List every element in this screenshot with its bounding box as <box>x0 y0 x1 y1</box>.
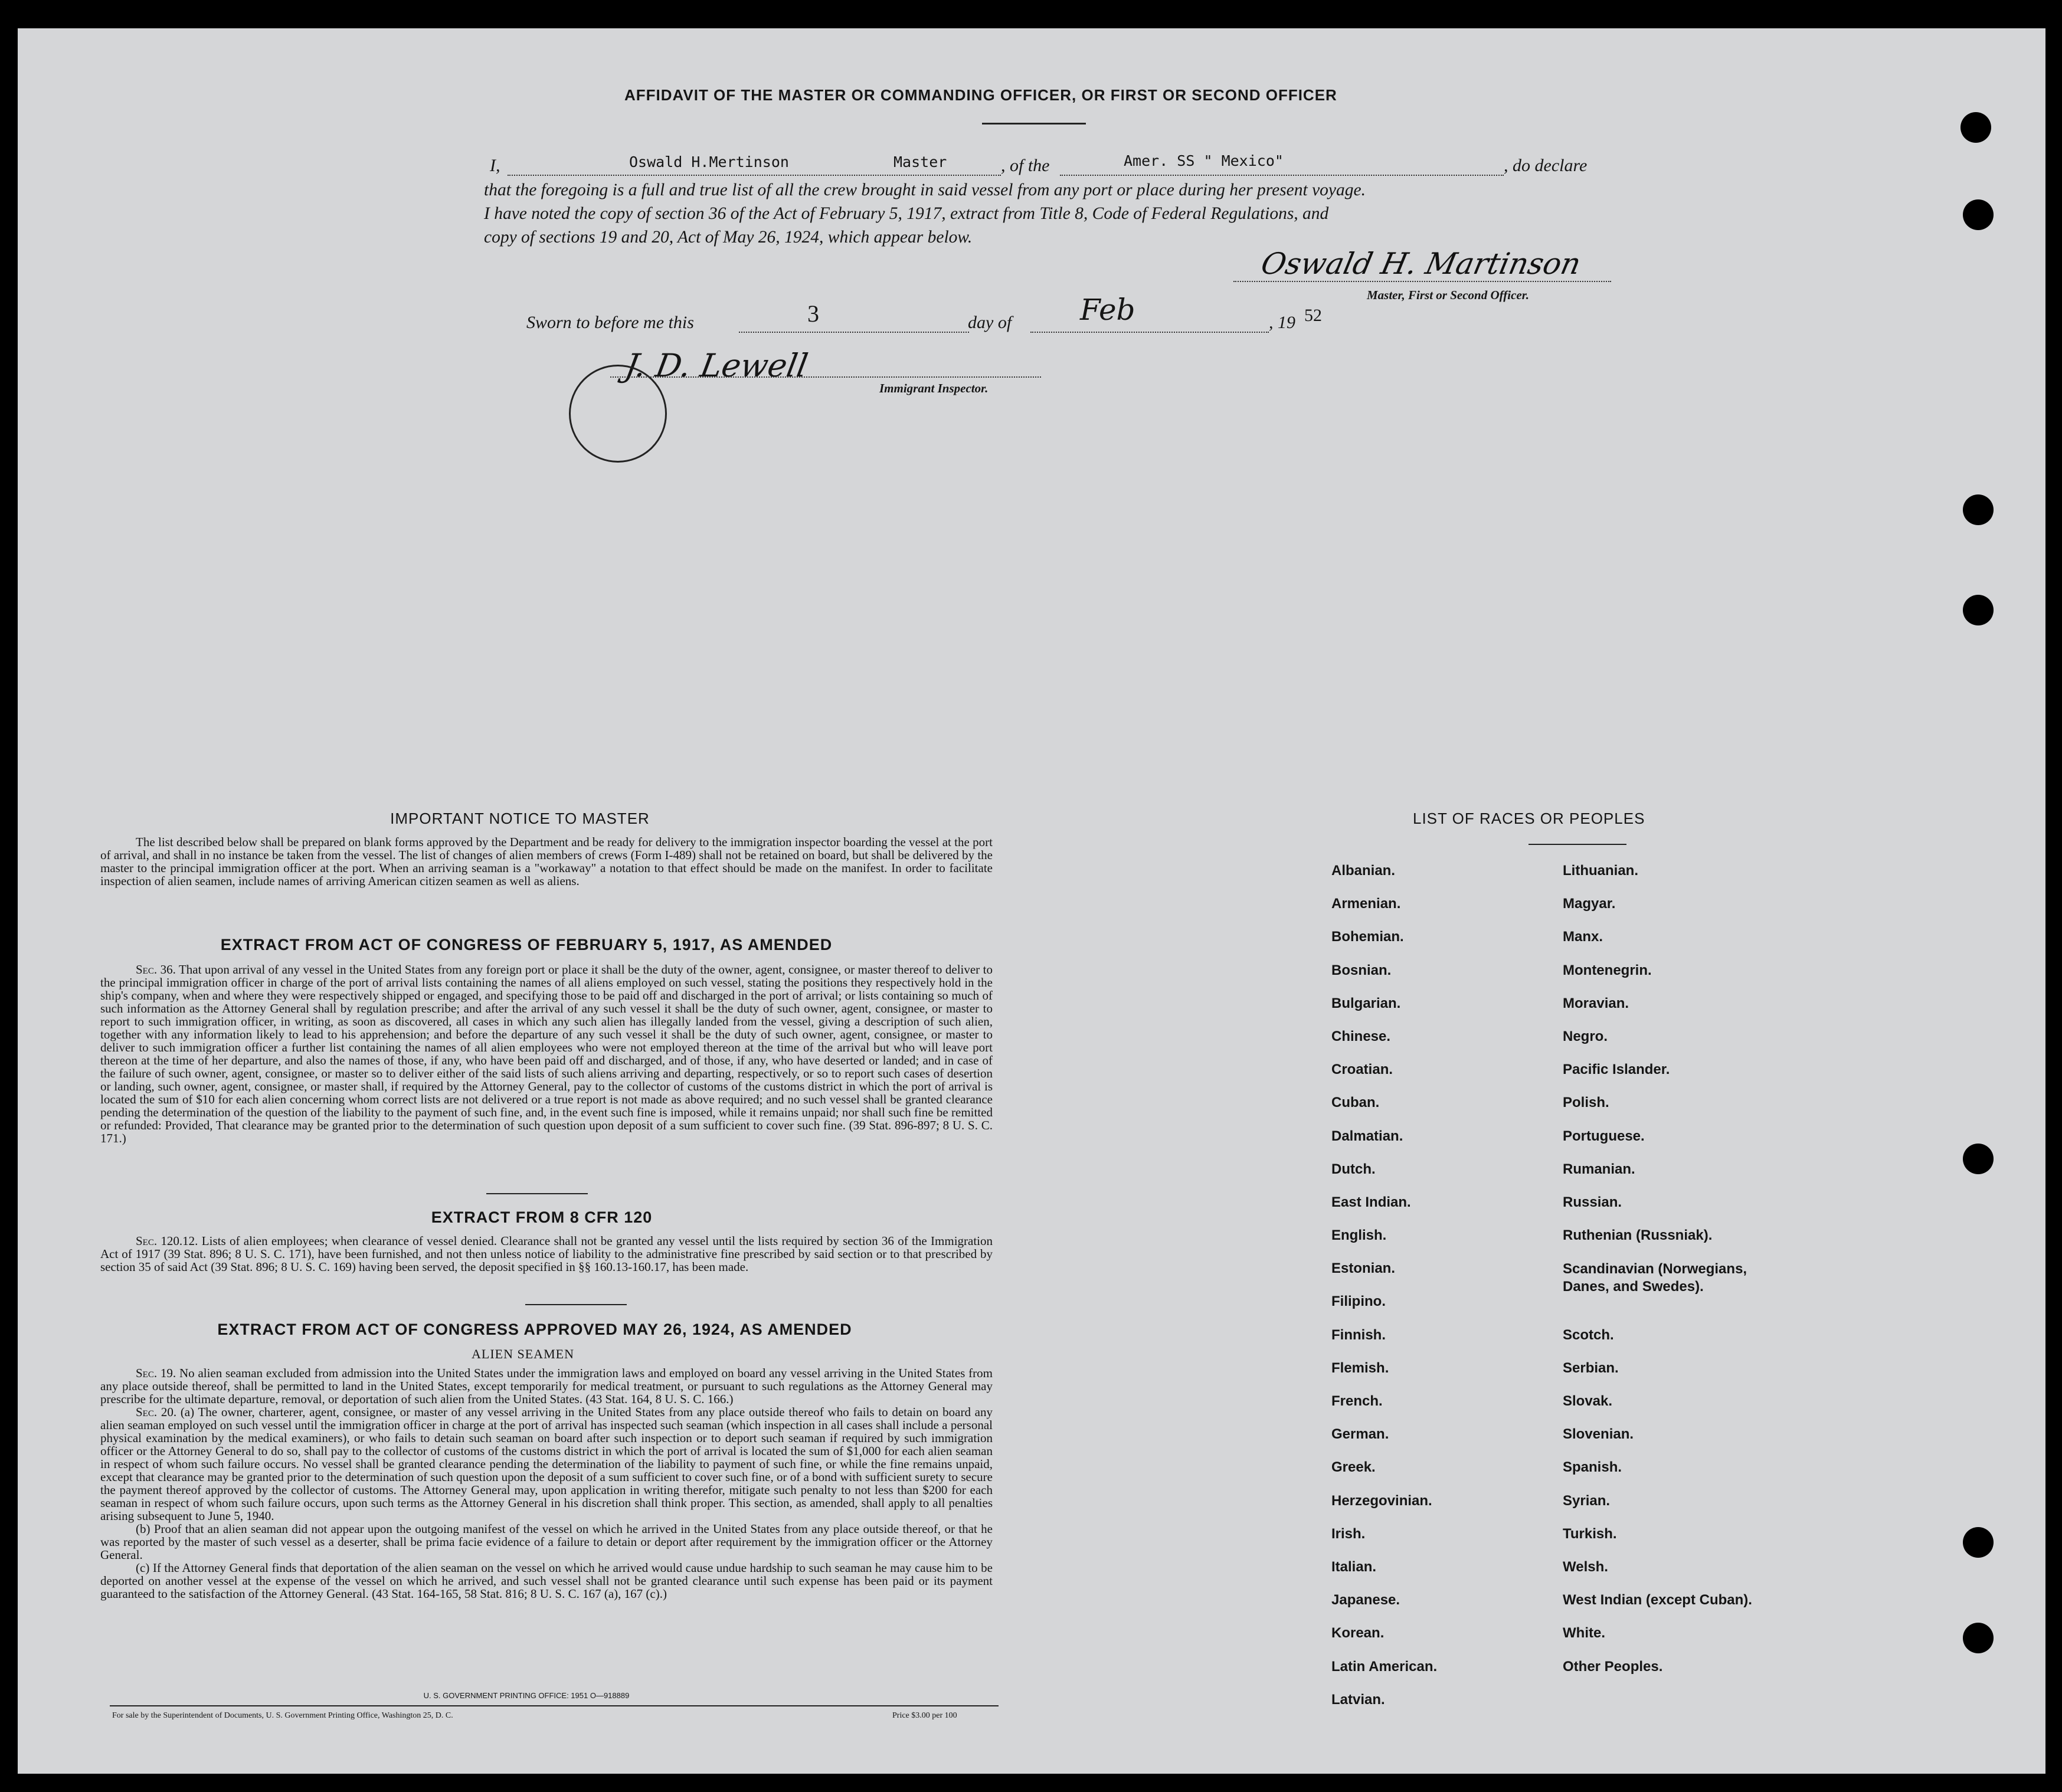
race-item: Bulgarian. <box>1331 995 1401 1011</box>
sec-19-label: Sec. 19. <box>136 1366 176 1380</box>
extract-1924-heading: EXTRACT FROM ACT OF CONGRESS APPROVED MAY 26, 1924, AS AMENDED <box>217 1321 852 1338</box>
of-the-label: , of the <box>1001 156 1050 175</box>
race-item: Filipino. <box>1331 1293 1386 1310</box>
printing-office-note: U. S. GOVERNMENT PRINTING OFFICE: 1951 O—918889 <box>423 1691 630 1700</box>
declaration-line-3: copy of sections 19 and 20, Act of May 26, 1924, which appear below. <box>484 228 973 247</box>
master-signature-line <box>1233 281 1611 282</box>
sec-120-text: Lists of alien employees; when clearance of vessel denied. Clearance shall not be granted any vessel until the lists required by section 36 of the Immigration Act of 1917 (39 Stat. 896; 8 U. S. C. 171), have been furnished, and not then unless notice of liability to the administrative fine prescribed by said section or to that prescribed by section 35 of said Act (39 Stat. 896; 8 U. S. C. 169) having been served, the deposit specified in §§ 160.13-160.17, has been made. <box>100 1234 993 1274</box>
race-item: Bosnian. <box>1331 962 1392 978</box>
race-item: English. <box>1331 1227 1387 1244</box>
day-of-label: day of <box>968 313 1012 332</box>
binder-hole <box>1963 1527 1994 1558</box>
sec-20-label: Sec. 20. <box>136 1405 177 1419</box>
race-item: Syrian. <box>1563 1492 1611 1509</box>
race-item: Welsh. <box>1563 1558 1608 1575</box>
race-item: East Indian. <box>1331 1194 1411 1210</box>
races-column-2 <box>1563 863 1775 1692</box>
race-item: Herzegovinian. <box>1331 1492 1432 1509</box>
do-declare-label: , do declare <box>1504 156 1588 175</box>
extract-1924-text <box>100 1367 993 1600</box>
race-item: Polish. <box>1563 1095 1609 1111</box>
sec-20a-paragraph <box>100 1406 993 1522</box>
notice-text-content: The list described below shall be prepared on blank forms approved by the Department and be ready for delivery to the immigration inspector boarding the vessel at the port of arrival, and shall in no instance be taken from the vessel. The list of changes of alien members of crews (Form I-489) shall not be retained on board, but shall be delivered by the master to the principal immigration officer at the port. When an arriving seaman is a "workaway" a notation to that effect should be made on the manifest. In order to facilitate inspection of alien seamen, include names of arriving American citizen seamen as well as aliens. <box>100 835 993 888</box>
race-item: Serbian. <box>1563 1359 1619 1376</box>
races-heading-rule <box>1529 844 1626 845</box>
race-item: Bohemian. <box>1331 929 1404 945</box>
race-item: Portuguese. <box>1563 1128 1645 1144</box>
sec-20b-text: (b) Proof that an alien seaman did not appear upon the outgoing manifest of the vessel on which he arrived in the United States from any place outside thereof, or that he was reported by the master of such vessel as a deserter, shall be prima facie evidence of a failure to detain or deport after requirement by the immigration officer or the Attorney General. <box>100 1522 993 1562</box>
inspector-signature: J. D. Lewell <box>622 347 811 384</box>
race-item: Scandinavian (Norwegians, Danes, and Swedes). <box>1563 1261 1747 1295</box>
race-item: Latin American. <box>1331 1658 1438 1675</box>
sec-20c-text: (c) If the Attorney General finds that deportation of the alien seaman on the vessel on which he arrived would cause undue hardship to such seaman he may cause him to be deported on another vessel at the expense of the vessel on which he arrived, and such vessel shall not be granted clearance until such expense has been paid or its payment guaranteed to the satisfaction of the Attorney General. (43 Stat. 164-165, 58 Stat. 816; 8 U. S. C. 167 (a), 167 (c).) <box>100 1561 993 1601</box>
sec-19-paragraph <box>100 1367 993 1406</box>
race-item: Korean. <box>1331 1625 1385 1642</box>
extract-1917-heading: EXTRACT FROM ACT OF CONGRESS OF FEBRUARY 5, 1917, AS AMENDED <box>220 936 833 954</box>
race-item: Manx. <box>1563 929 1603 945</box>
document-page <box>18 28 2045 1774</box>
sec-36-text: That upon arrival of any vessel in the United States from any foreign port or place it shall be the duty of the owner, agent, consignee, or master thereof to deliver to the principal immigration officer in charge of the port of arrival lists containing the names of all aliens employed on such vessel, stating the positions they respectively hold in the ship's company, when and where they were respectively shipped or engaged, and specifying those to be paid off and discharged in the port of arrival; or lists containing so much of such information as the Attorney General shall by regulation prescribe; and after the arrival of any such vessel it shall be the duty of such owner, agent, consignee, or master to report to such immigration officer, in writing, as soon as discovered, all cases in which any such alien has illegally landed from the vessel, giving a description of such alien, together with any information likely to lead to his apprehension; and before the departure of any such vessel it shall be the duty of such owner, agent, consignee, or master to deliver to such immigration officer a further list containing the names of all alien employees who were not employed thereon at the time of the arrival but who will leave port thereon at the time of her departure, and also the names of those, if any, who have been paid off and discharged, and of those, if any, who have deserted or landed; and in case of the failure of such owner, agent, consignee, or master so to deliver either of the said lists of such aliens arriving and departing, respectively, or so to report such cases of desertion or landing, such owner, agent, consignee, or master shall, if required by the Attorney General, pay to the collector of customs of the customs district in which the port of arrival is located the sum of $10 for each alien concerning whom correct lists are not delivered or a true report is not made as above required; and no such vessel shall be granted clearance pending the determination of the question of the liability to the payment of such fine, and, in the event such fine is imposed, while it remains unpaid; nor shall such fine be remitted or refunded: Provided, That clearance may be granted prior to the determination of such question upon deposit of a sum sufficient to cover such fine. (39 Stat. 896-897; 8 U. S. C. 171.) <box>100 962 993 1145</box>
sworn-day-line <box>739 332 969 333</box>
master-rank: Master <box>893 153 947 171</box>
binder-hole <box>1963 1623 1994 1653</box>
extract-cfr-heading: EXTRACT FROM 8 CFR 120 <box>431 1208 653 1226</box>
race-item: Negro. <box>1563 1028 1608 1044</box>
sec-120-label: Sec. 120.12. <box>136 1234 198 1248</box>
year-prefix: , 19 <box>1269 313 1295 332</box>
price-note: Price $3.00 per 100 <box>892 1711 957 1720</box>
races-column-1 <box>1331 863 1437 1725</box>
race-item: Spanish. <box>1563 1459 1622 1476</box>
race-item: Dalmatian. <box>1331 1128 1403 1144</box>
vessel-line <box>1060 175 1504 176</box>
race-item: Pacific Islander. <box>1563 1062 1670 1078</box>
name-line <box>508 175 1001 176</box>
race-item: Turkish. <box>1563 1525 1617 1542</box>
sworn-month-line <box>1030 332 1269 333</box>
race-item: Albanian. <box>1331 863 1396 879</box>
binder-hole <box>1963 595 1994 625</box>
race-item: Scotch. <box>1563 1326 1614 1343</box>
race-item: French. <box>1331 1393 1383 1409</box>
race-item: Slovak. <box>1563 1393 1613 1410</box>
sec-20b-paragraph <box>100 1522 993 1561</box>
race-item: Dutch. <box>1331 1161 1376 1177</box>
race-item: Rumanian. <box>1563 1161 1635 1177</box>
master-caption: Master, First or Second Officer. <box>1367 288 1529 302</box>
declaration-line-2: I have noted the copy of section 36 of the Act of February 5, 1917, extract from Title 8, Code of Federal Regulations, and <box>484 204 1329 223</box>
sworn-month: Feb <box>1080 293 1135 327</box>
race-item: Croatian. <box>1331 1062 1393 1078</box>
race-item: Russian. <box>1563 1194 1622 1210</box>
footer-rule <box>110 1705 999 1706</box>
race-item: Moravian. <box>1563 995 1629 1011</box>
divider-2 <box>525 1304 627 1305</box>
race-item: Greek. <box>1331 1459 1376 1476</box>
inspector-seal <box>569 365 667 463</box>
declaration-line-1: that the foregoing is a full and true list of all the crew brought in said vessel from any port or place during her present voyage. <box>484 181 1366 199</box>
sec-36-label: Sec. 36. <box>136 962 176 977</box>
race-item: Lithuanian. <box>1563 863 1638 879</box>
sec-19-text: No alien seaman excluded from admission into the United States under the immigration laws and employed on board any vessel arriving in the United States from any place outside thereof, shall be permitted to land in the United States, except temporarily for medical treatment, or pursuant to such regulations as the Attorney General may prescribe for the ultimate departure, removal, or deportation of such alien from the United States. (43 Stat. 164, 8 U. S. C. 166.) <box>100 1366 993 1406</box>
sworn-label: Sworn to before me this <box>526 313 694 332</box>
binder-hole <box>1960 112 1991 143</box>
race-item: Flemish. <box>1331 1359 1389 1376</box>
affidavit-i-label: I, <box>490 156 500 175</box>
race-item: White. <box>1563 1625 1605 1642</box>
master-name: Oswald H.Mertinson <box>629 153 789 171</box>
race-item: West Indian (except Cuban). <box>1563 1592 1752 1608</box>
title-rule <box>982 123 1086 125</box>
race-item: Other Peoples. <box>1563 1658 1663 1675</box>
race-item: Magyar. <box>1563 896 1616 912</box>
races-heading: LIST OF RACES OR PEOPLES <box>1413 810 1645 827</box>
race-item: Slovenian. <box>1563 1426 1634 1443</box>
race-item: Japanese. <box>1331 1592 1400 1608</box>
extract-cfr-text <box>100 1234 993 1273</box>
vessel-name: Amer. SS " Mexico" <box>1124 152 1284 169</box>
notice-text <box>100 836 993 887</box>
binder-hole <box>1963 199 1994 230</box>
sworn-day: 3 <box>807 300 819 327</box>
race-item: Montenegrin. <box>1563 962 1652 978</box>
affidavit-title: AFFIDAVIT OF THE MASTER OR COMMANDING OFFICER, OR FIRST OR SECOND OFFICER <box>624 86 1337 104</box>
race-item: German. <box>1331 1426 1389 1443</box>
extract-1917-text <box>100 963 993 1145</box>
binder-hole <box>1963 1144 1994 1174</box>
inspector-line <box>610 376 1041 378</box>
binder-hole <box>1963 494 1994 525</box>
race-item: Latvian. <box>1331 1691 1385 1708</box>
inspector-caption: Immigrant Inspector. <box>879 381 989 395</box>
year-suffix: 52 <box>1304 306 1322 325</box>
divider-1 <box>486 1193 588 1194</box>
race-item: Finnish. <box>1331 1326 1386 1343</box>
race-item: Cuban. <box>1331 1095 1380 1111</box>
sale-note: For sale by the Superintendent of Documents, U. S. Government Printing Office, Washington 25, D. C. <box>112 1711 453 1720</box>
race-item: Italian. <box>1331 1558 1377 1575</box>
race-item: Ruthenian (Russniak). <box>1563 1227 1713 1244</box>
race-item: Chinese. <box>1331 1028 1391 1044</box>
sec-20a-text: (a) The owner, charterer, agent, consignee, or master of any vessel arriving in the United States from any place outside thereof who fails to detain on board any alien seaman employed on such vessel until the immigration officer in charge at the port of arrival has inspected such seaman (which inspection in all cases shall include a personal physical examination by the medical examiners), or who fails to detain such seaman on board after such inspection or to deport such seaman if required by such immigration officer or the Attorney General to do so, shall pay to the collector of customs of the customs district in which the port of arrival is located the sum of $1,000 for each alien seaman in respect of whom such failure occurs. No vessel shall be granted clearance pending the determination of the liability to payment of such fine, or while the fine remains unpaid, except that clearance may be granted prior to the determination of such question upon the deposit of a sum sufficient to cover such fine, or of a bond with sufficient surety to secure the payment thereof approved by the collector of customs. The Attorney General may, upon application in writing therefor, mitigate such penalty to not less than $200 for each seaman in respect of whom such failure occurs, upon such terms as the Attorney General in his discretion shall think proper. This section, as amended, shall apply to all penalties arising subsequent to June 5, 1940. <box>100 1405 993 1523</box>
notice-heading: IMPORTANT NOTICE TO MASTER <box>390 810 650 827</box>
sec-20c-paragraph <box>100 1561 993 1600</box>
race-item: Armenian. <box>1331 896 1401 912</box>
race-item: Irish. <box>1331 1525 1366 1542</box>
master-signature: Oswald H. Martinson <box>1258 247 1584 281</box>
alien-seamen-subheading: ALIEN SEAMEN <box>472 1347 574 1361</box>
race-item: Estonian. <box>1331 1260 1396 1277</box>
